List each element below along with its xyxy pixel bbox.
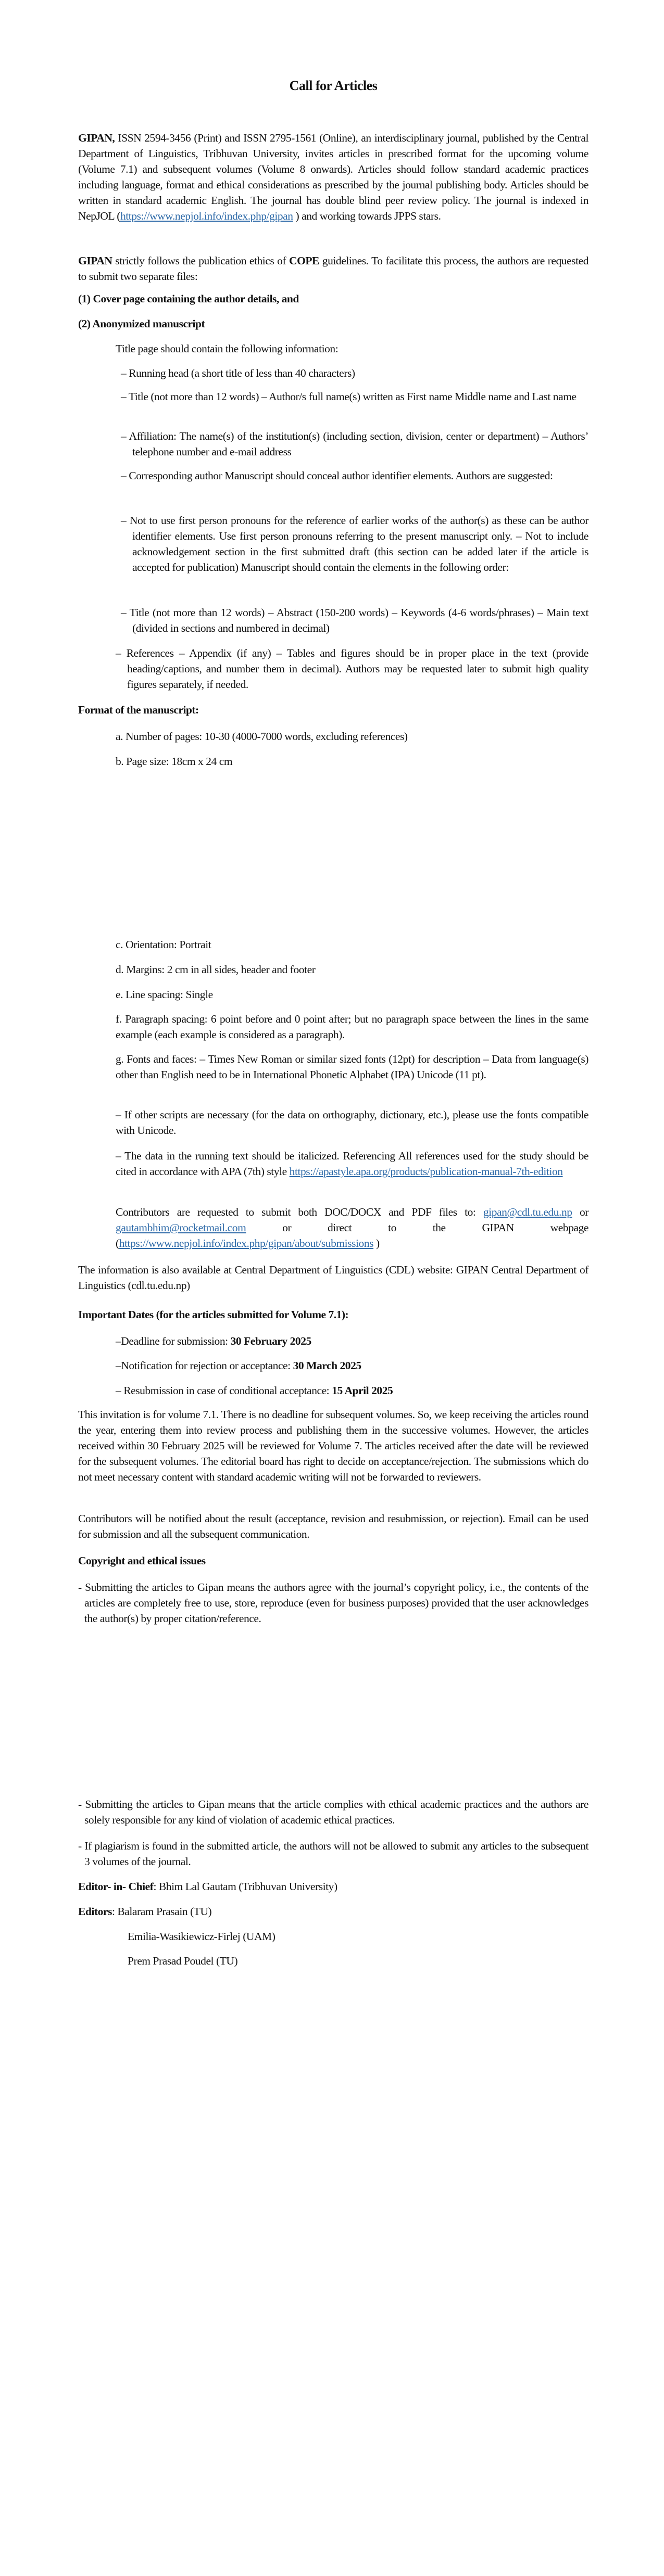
email-link-gipan[interactable]: gipan@cdl.tu.edu.np: [483, 1206, 572, 1218]
format-item-referencing: [116, 1148, 588, 1179]
ethics-text-end: guidelines. To facilitate this process, the authors are requested to submit two separate files:: [78, 254, 588, 283]
ethics-text: strictly follows the publication ethics of: [112, 254, 290, 267]
editors-label: Editors: [78, 1905, 112, 1918]
editor-in-chief-label: Editor- in- Chief: [78, 1880, 154, 1893]
email-link-gautambhim[interactable]: gautambhim@rocketmail.com: [116, 1221, 246, 1234]
format-heading: Format of the manuscript:: [78, 704, 199, 716]
dates-heading: Important Dates (for the articles submitted for Volume 7.1):: [78, 1308, 349, 1321]
format-item-a: a. Number of pages: 10-30 (4000-7000 words, excluding references): [116, 730, 408, 743]
gipan-bold: GIPAN: [78, 254, 112, 267]
date-value: 30 February 2025: [230, 1335, 311, 1347]
editors-line: [78, 1904, 588, 1919]
referencing-text: – The data in the running text should be italicized. Referencing All references used for the study should be cited in accordance with APA (7th) style: [116, 1150, 588, 1178]
title-page-item: – Title (not more than 12 words) – Abstract (150-200 words) – Keywords (4-6 words/phrases) – Main text (divided in sections and numbered in decimal): [121, 606, 588, 634]
date-value: 15 April 2025: [332, 1384, 393, 1397]
apa-link[interactable]: https://apastyle.apa.org/products/publication-manual-7th-edition: [289, 1165, 563, 1178]
intro-paragraph: [78, 130, 588, 224]
date-label: –Notification for rejection or acceptance:: [116, 1359, 293, 1372]
format-item-e: e. Line spacing: Single: [116, 988, 213, 1001]
format-item-c: c. Orientation: Portrait: [116, 938, 211, 951]
editor-name: Emilia-Wasikiewicz-Firlej (UAM): [128, 1930, 275, 1943]
date-item-notification: [116, 1358, 588, 1373]
cope-bold: COPE: [289, 254, 319, 267]
format-item-b: b. Page size: 18cm x 24 cm: [116, 755, 233, 768]
file1-heading: (1) Cover page containing the author details, and: [78, 292, 299, 305]
date-label: – Resubmission in case of conditional acceptance:: [116, 1384, 332, 1397]
copyright-heading: Copyright and ethical issues: [78, 1554, 206, 1567]
notification-paragraph: Contributors will be notified about the result (acceptance, revision and resubmission, or rejection). Email can be used for submission and all the subsequent communication.: [78, 1512, 588, 1540]
date-label: –Deadline for submission:: [116, 1335, 231, 1347]
format-item-g: g. Fonts and faces: – Times New Roman or similar sized fonts (12pt) for description – Data from language(s) other than English need to be in International Phonetic Alphabet (IPA) Unicode (11 pt).: [116, 1053, 588, 1081]
title-page-item: – Affiliation: The name(s) of the institution(s) (including section, division, center or department) – Authors’ telephone number and e-mail address: [121, 430, 588, 458]
date-item-deadline: [116, 1333, 588, 1349]
cdl-info-paragraph: The information is also available at Central Department of Linguistics (CDL) website: GIPAN Central Department of Linguistics (cdl.tu.edu.np): [78, 1264, 588, 1292]
copyright-item: - Submitting the articles to Gipan means the authors agree with the journal’s copyright policy, i.e., the contents of the articles are completely free to use, store, reproduce (even for business purposes) provided that the user acknowledges the author(s) by proper citation/reference.: [78, 1581, 588, 1625]
title-page-item: – References – Appendix (if any) – Tables and figures should be in proper place in the text (provide heading/captions, and number them in decimal). Authors may be requested later to submit high quality figures separately, if needed.: [116, 647, 588, 691]
editor-in-chief-name: : Bhim Lal Gautam (Tribhuvan University): [153, 1880, 337, 1893]
title-page-item: – Title (not more than 12 words) – Author/s full name(s) written as First name Middle name and Last name: [121, 390, 577, 403]
copyright-item: - If plagiarism is found in the submitted article, the authors will not be allowed to submit any articles to the subsequent 3 volumes of the journal.: [78, 1840, 588, 1868]
format-item-scripts: – If other scripts are necessary (for the data on orthography, dictionary, etc.), please use the fonts compatible with Unicode.: [116, 1108, 588, 1137]
copyright-item: - Submitting the articles to Gipan means that the article complies with ethical academic practices and the authors are solely responsible for any kind of violation of academic ethical practices.: [78, 1798, 588, 1826]
title-page-item: – Not to use first person pronouns for the reference of earlier works of the author(s) as these can be author identifier elements. Use first person pronouns referring to the present manuscript only. – Not to include acknowledgement section in the first submitted draft (this section can be added later if the article is accepted for publication) Manuscript should contain the elements in the following order:: [121, 514, 588, 573]
page-title: Call for Articles: [289, 78, 378, 93]
format-item-f: f. Paragraph spacing: 6 point before and 0 point after; but no paragraph space between the lines in the same example (each example is considered as a paragraph).: [116, 1013, 588, 1041]
format-item-d: d. Margins: 2 cm in all sides, header and footer: [116, 963, 316, 976]
file2-heading: (2) Anonymized manuscript: [78, 317, 205, 330]
submission-paragraph: [116, 1204, 588, 1251]
invitation-paragraph: This invitation is for volume 7.1. There is no deadline for subsequent volumes. So, we keep receiving the articles round the year, entering them into review process and publishing them in the successive volumes. However, the articles received within 30 February 2025 will be reviewed for Volume 7. The articles received after the date will be reviewed for the subsequent volumes. The editorial board has right to decide on acceptance/rejection. The submissions which do not meet necessary content with standard academic writing will not be forwarded to reviewers.: [78, 1408, 588, 1483]
editor-in-chief: [78, 1879, 588, 1894]
journal-name: GIPAN,: [78, 132, 115, 144]
title-page-item: – Running head (a short title of less than 40 characters): [121, 367, 355, 379]
editor-name: : Balaram Prasain (TU): [111, 1905, 212, 1918]
date-value: 30 March 2025: [293, 1359, 361, 1372]
intro-text: ISSN 2594-3456 (Print) and ISSN 2795-1561 (Online), an interdisciplinary journal, published by the Central Department of Linguistics, Tribhuvan University, invites articles in prescribed format for the upcoming volume (Volume 7.1) and subsequent volumes (Volume 8 onwards). Articles should follow standard academic practices including language, format and ethical considerations as prescribed by the journal publishing body. Articles should be written in standard academic English. The journal has double blind peer review policy. The journal is indexed in NepJOL (: [78, 132, 588, 222]
submission-or: or: [572, 1206, 588, 1218]
editor-name: Prem Prasad Poudel (TU): [128, 1955, 238, 1967]
ethics-paragraph: [78, 253, 588, 284]
date-item-resubmission: [116, 1383, 588, 1398]
title-page-intro: Title page should contain the following information:: [116, 342, 339, 355]
submission-text: Contributors are requested to submit both DOC/DOCX and PDF files to:: [116, 1206, 483, 1218]
submission-text-2: or direct to the GIPAN webpage (: [116, 1221, 588, 1249]
intro-text-end: ) and working towards JPPS stars.: [293, 210, 441, 222]
nepjol-link[interactable]: https://www.nepjol.info/index.php/gipan: [120, 210, 293, 222]
title-page-item: – Corresponding author Manuscript should conceal author identifier elements. Authors are suggested:: [121, 469, 553, 482]
submissions-link[interactable]: https://www.nepjol.info/index.php/gipan/about/submissions: [119, 1237, 374, 1249]
submission-text-end: ): [373, 1237, 380, 1249]
